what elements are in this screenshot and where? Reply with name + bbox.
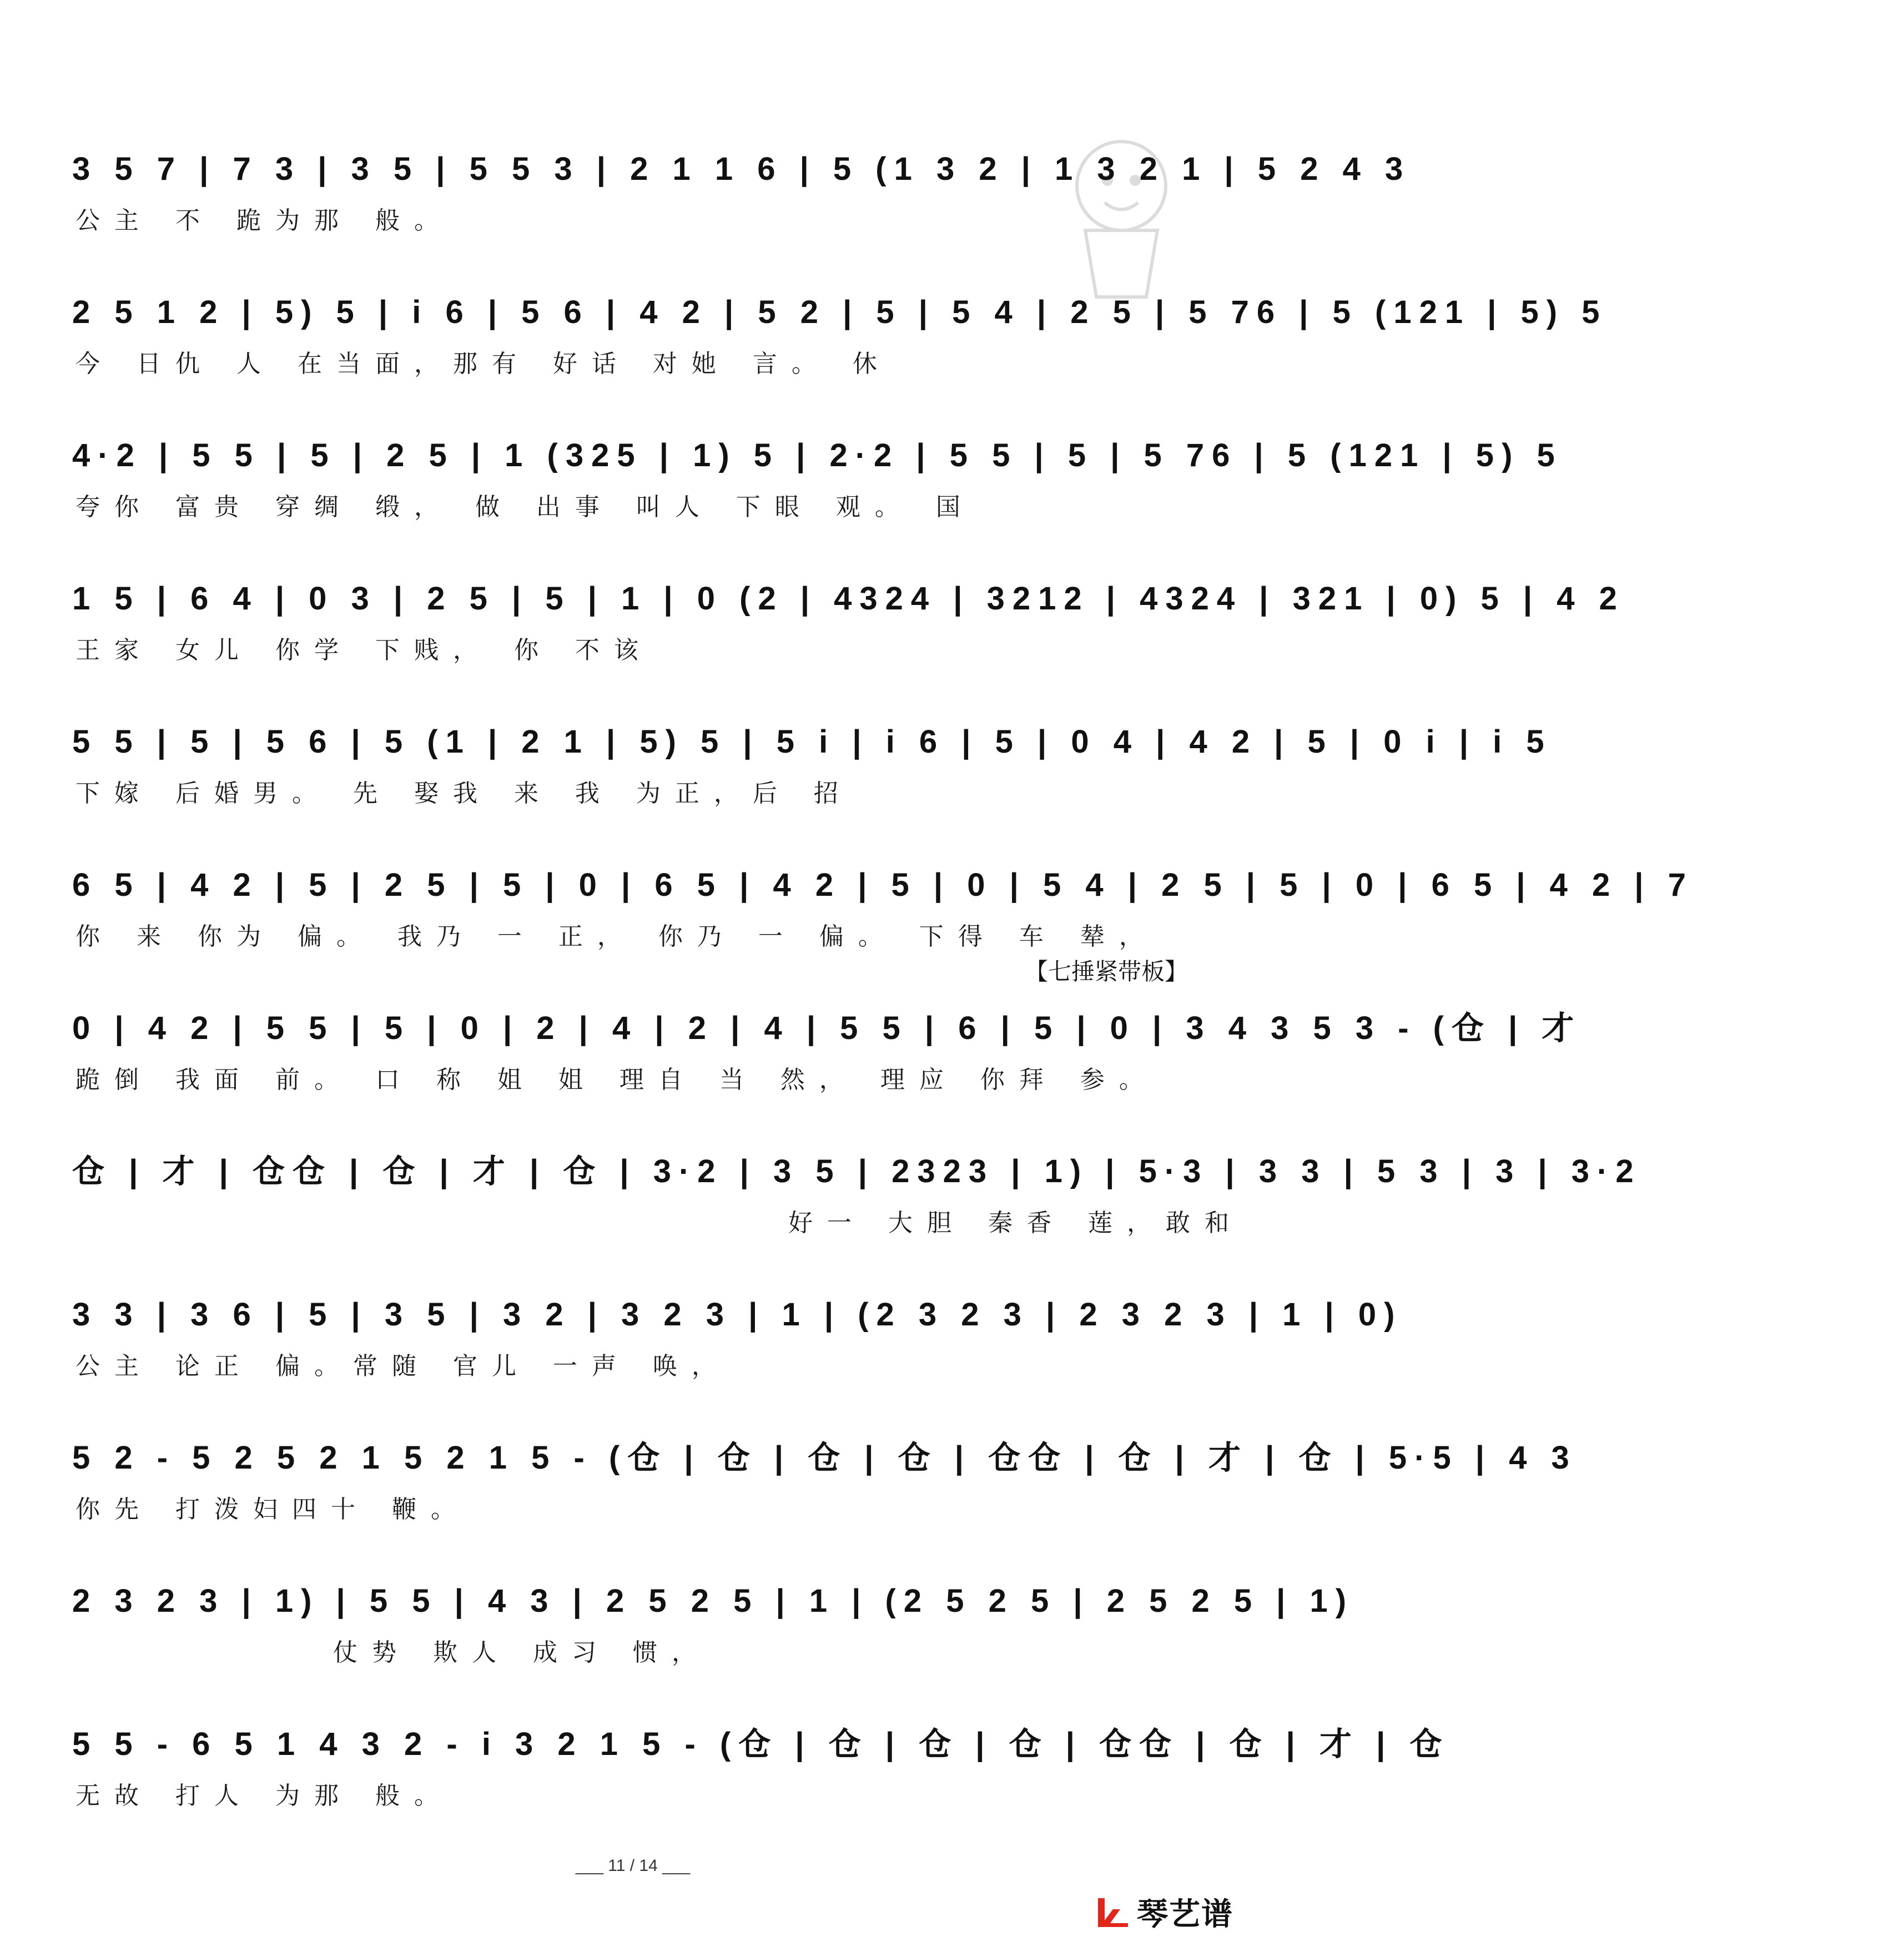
- lyrics-line: 公主 论正 偏。常随 官儿 一声 唤，: [75, 1352, 731, 1380]
- logo-icon: [1094, 1893, 1132, 1931]
- score-system-9: [72, 1273, 1403, 1416]
- score-system-12: [72, 1703, 1450, 1846]
- page-number: ___ 11 / 14 ___: [575, 1857, 691, 1875]
- lyrics-line: 你先 打泼妇四十 鞭。: [75, 1495, 470, 1524]
- tempo-marking: 【七捶紧带板】: [1024, 958, 1188, 985]
- notation-line: 4·2 | 5 5 | 5 | 2 5 | 1 (325 | 1) 5 | 2·2 | 5 5 | 5 | 5 76 | 5 (121 | 5) 5: [72, 437, 1563, 473]
- notation-line: 5 2 - 5 2 5 2 1 5 2 1 5 - (仓 | 仓 | 仓 | 仓 | 仓仓 | 仓 | 才 | 仓 | 5·5 | 4 3: [72, 1440, 1577, 1476]
- notation-line: 1 5 | 6 4 | 0 3 | 2 5 | 5 | 1 | 0 (2 | 4324 | 3212 | 4324 | 321 | 0) 5 | 4 2: [72, 581, 1625, 617]
- music-score: [72, 128, 1694, 1846]
- score-system-1: [72, 128, 1411, 271]
- lyrics-line: 公主 不 跪为那 般。: [75, 206, 453, 235]
- lyrics-line: 仗势 欺人 成习 惯，: [333, 1638, 711, 1667]
- notation-line: 5 5 | 5 | 5 6 | 5 (1 | 2 1 | 5) 5 | 5 i | i 6 | 5 | 0 4 | 4 2 | 5 | 0 i | i 5: [72, 724, 1552, 760]
- lyrics-line: 无故 打人 为那 般。: [75, 1782, 453, 1810]
- notation-line: 3 5 7 | 7 3 | 3 5 | 5 5 3 | 2 1 1 6 | 5 (1 3 2 | 1 3 2 1 | 5 2 4 3: [72, 151, 1411, 187]
- lyrics-line: 好一 大胆 秦香 莲，敢和: [788, 1209, 1243, 1237]
- site-logo: [1094, 1890, 1249, 1934]
- score-system-4: [72, 557, 1625, 700]
- score-system-3: [72, 414, 1563, 557]
- lyrics-line: 跪倒 我面 前。 口 称 姐 姐 理自 当 然， 理应 你拜 参。: [75, 1066, 1158, 1094]
- lyrics-line: 今 日仇 人 在当面，那有 好话 对她 言。 休: [75, 350, 891, 378]
- logo-text: 琴艺谱: [1137, 1896, 1233, 1933]
- notation-line: 2 3 2 3 | 1) | 5 5 | 4 3 | 2 5 2 5 | 1 | (2 5 2 5 | 2 5 2 5 | 1): [72, 1583, 1354, 1619]
- score-system-8: [72, 1130, 1641, 1273]
- lyrics-line: 王家 女儿 你学 下贱， 你 不该: [75, 636, 653, 664]
- notation-line: 2 5 1 2 | 5) 5 | i 6 | 5 6 | 4 2 | 5 2 | 5 | 5 4 | 2 5 | 5 76 | 5 (121 | 5) 5: [72, 294, 1608, 330]
- notation-line: 6 5 | 4 2 | 5 | 2 5 | 5 | 0 | 6 5 | 4 2 | 5 | 0 | 5 4 | 2 5 | 5 | 0 | 6 5 | 4 2 | 7: [72, 867, 1694, 903]
- score-system-10: [72, 1416, 1577, 1560]
- lyrics-line: 下嫁 后婚男。 先 娶我 来 我 为正，后 招: [75, 779, 853, 808]
- score-system-7: [72, 958, 1582, 1130]
- notation-line: 仓 | 才 | 仓仓 | 仓 | 才 | 仓 | 3·2 | 3 5 | 2323 | 1) | 5·3 | 3 3 | 5 3 | 3 | 3·2: [72, 1153, 1641, 1189]
- notation-line: 0 | 4 2 | 5 5 | 5 | 0 | 2 | 4 | 2 | 4 | 5 5 | 6 | 5 | 0 | 3 4 3 5 3 - (仓 | 才: [72, 1010, 1582, 1046]
- score-system-5: [72, 700, 1552, 844]
- score-system-11: [72, 1560, 1354, 1703]
- lyrics-line: 你 来 你为 偏。 我乃 一 正， 你乃 一 偏。 下得 车 辇，: [75, 922, 1158, 951]
- notation-line: 3 3 | 3 6 | 5 | 3 5 | 3 2 | 3 2 3 | 1 | (2 3 2 3 | 2 3 2 3 | 1 | 0): [72, 1297, 1403, 1333]
- score-system-2: [72, 271, 1608, 414]
- lyrics-line: 夸你 富贵 穿绸 缎， 做 出事 叫人 下眼 观。 国: [75, 493, 975, 521]
- notation-line: 5 5 - 6 5 1 4 3 2 - i 3 2 1 5 - (仓 | 仓 | 仓 | 仓 | 仓仓 | 仓 | 才 | 仓: [72, 1726, 1450, 1762]
